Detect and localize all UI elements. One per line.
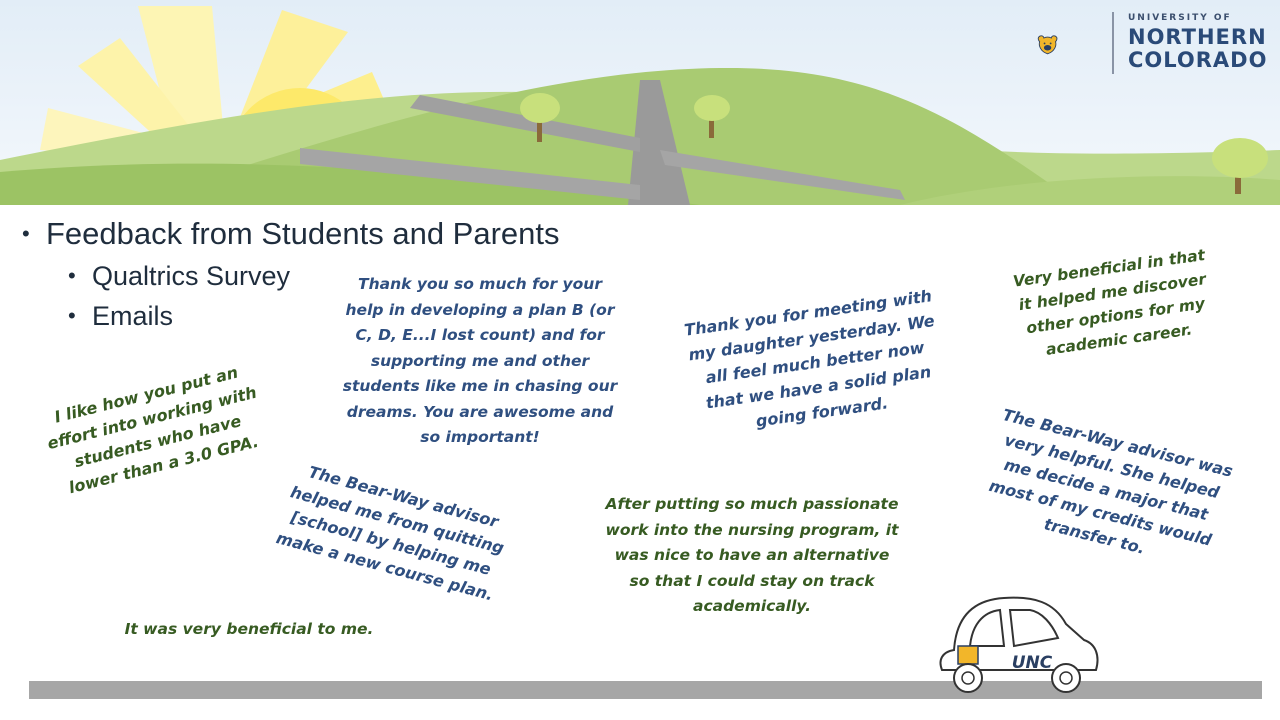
logo-line-1: NORTHERN	[1128, 25, 1267, 49]
quote-nursing: After putting so much passionate work into the nursing program, it was nice to have an alternative so that I could stay on track academically.	[605, 495, 899, 615]
bullet-dot: •	[68, 263, 76, 288]
university-logo	[1128, 14, 1267, 71]
logo-line-2: COLORADO	[1128, 48, 1268, 72]
quote-gpa: I like how you put an effort into working with students who have lower than a 3.0 GPA.	[45, 362, 261, 498]
car-label: UNC	[1011, 653, 1053, 673]
logo-small-text: UNIVERSITY OF	[1128, 13, 1232, 23]
bear-head-icon	[1036, 10, 1108, 80]
quote-beneficial: It was very beneficial to me.	[124, 620, 374, 638]
quote-plan-b: Thank you so much for your help in developing a plan B (or C, D, E...I lost count) and for supporting me and other students like me in chasing our dreams. You are awesome and so important!	[342, 275, 618, 446]
bullet-main-text: Feedback from Students and Parents	[46, 216, 560, 251]
bullet-sub-text: Qualtrics Survey	[92, 261, 291, 291]
bullet-dot: •	[22, 221, 30, 246]
logo-divider	[1112, 12, 1114, 74]
bullet-main	[22, 212, 560, 256]
quote-daughter: Thank you for meeting with my daughter yesterday. We all feel much better now that we have a solid plan going forward.	[683, 286, 936, 431]
car-icon	[934, 590, 1102, 700]
quote-major: The Bear-Way advisor was very helpful. She helped me decide a major that most of my credits would transfer to.	[987, 405, 1235, 558]
bullet-sub-text: Emails	[92, 301, 174, 331]
bullet-dot: •	[68, 303, 76, 328]
quote-options: Very beneficial in that it helped me discover other options for my academic career.	[1011, 245, 1208, 359]
quote-quitting: The Bear-Way advisor helped me from quitting [school] by helping me make a new course plan.	[274, 462, 507, 605]
